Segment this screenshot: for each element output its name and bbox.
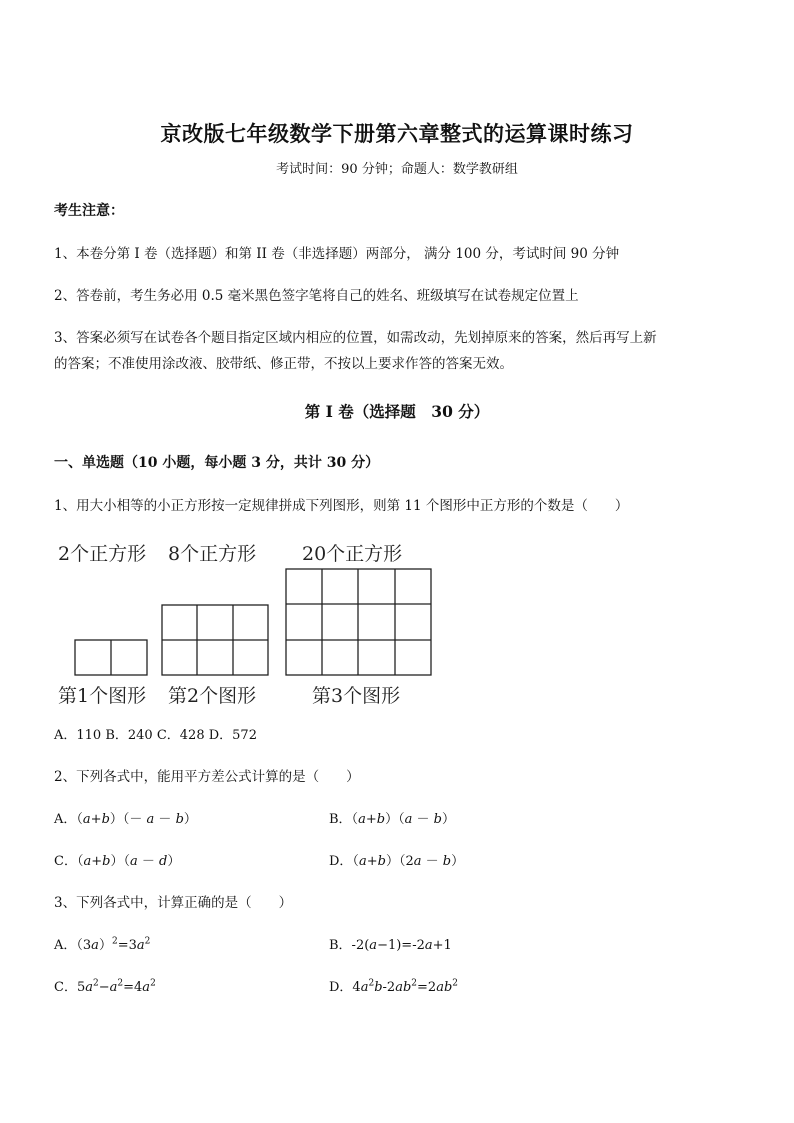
fig1-caption: 第1个图形 (58, 685, 147, 707)
q3-option-a: A．$(3a)^2=3a^2$ (54, 936, 151, 953)
q2-option-b: B．（a+b）（a － b） (329, 812, 455, 827)
q1-figure (58, 537, 448, 709)
q2-option-c: C．（a+b）（a － d） (54, 854, 181, 869)
q2-option-d: D．（a+b）（2a － b） (329, 854, 465, 869)
page-title: 京改版七年级数学下册第六章整式的运算课时练习 (160, 121, 634, 146)
q3-option-c: C．$5a^2-a^2=4a^2$ (54, 978, 156, 995)
fig2-caption: 第2个图形 (168, 685, 257, 707)
q1-stem: 1、用大小相等的小正方形按一定规律拼成下列图形，则第 11 个图形中正方形的个数是（ ） (54, 498, 629, 514)
note-1: 1、本卷分第 I 卷（选择题）和第 II 卷（非选择题）两部分， 满分 100 分，考试时间 90 分钟 (54, 246, 620, 262)
fig2-count-label: 8个正方形 (168, 543, 257, 565)
exam-info: 考试时间：90 分钟；命题人：数学教研组 (276, 162, 518, 177)
q3-stem: 3、下列各式中，计算正确的是（ ） (54, 895, 293, 911)
fig3-count-label: 20个正方形 (302, 543, 403, 565)
q1-options: A．110 B．240 C．428 D．572 (54, 728, 257, 743)
notes-heading: 考生注意： (54, 203, 124, 219)
q2-option-a: A．（a+b）（－ a － b） (54, 812, 197, 827)
q3-option-b: B．-2(a−1)=-2a+1 (329, 938, 452, 953)
fig3-caption: 第3个图形 (312, 685, 401, 707)
note-3: 3、答案必须写在试卷各个题目指定区域内相应的位置，如需改动，先划掉原来的答案，然后再写上新 (54, 330, 657, 346)
note-3-cont: 的答案；不准使用涂改液、胶带纸、修正带，不按以上要求作答的答案无效。 (54, 356, 513, 372)
q3-option-d: D．$4a^2b-2ab^2=2ab^2$ (329, 978, 458, 995)
note-2: 2、答卷前，考生务必用 0.5 毫米黑色签字笔将自己的姓名、班级填写在试卷规定位置上 (54, 288, 579, 304)
q2-stem: 2、下列各式中，能用平方差公式计算的是（ ） (54, 769, 360, 785)
part-title: 一、单选题（10 小题，每小题 3 分，共计 30 分） (54, 455, 380, 471)
section-title: 第 I 卷（选择题 30 分） (304, 402, 490, 421)
fig1-count-label: 2个正方形 (58, 543, 147, 565)
